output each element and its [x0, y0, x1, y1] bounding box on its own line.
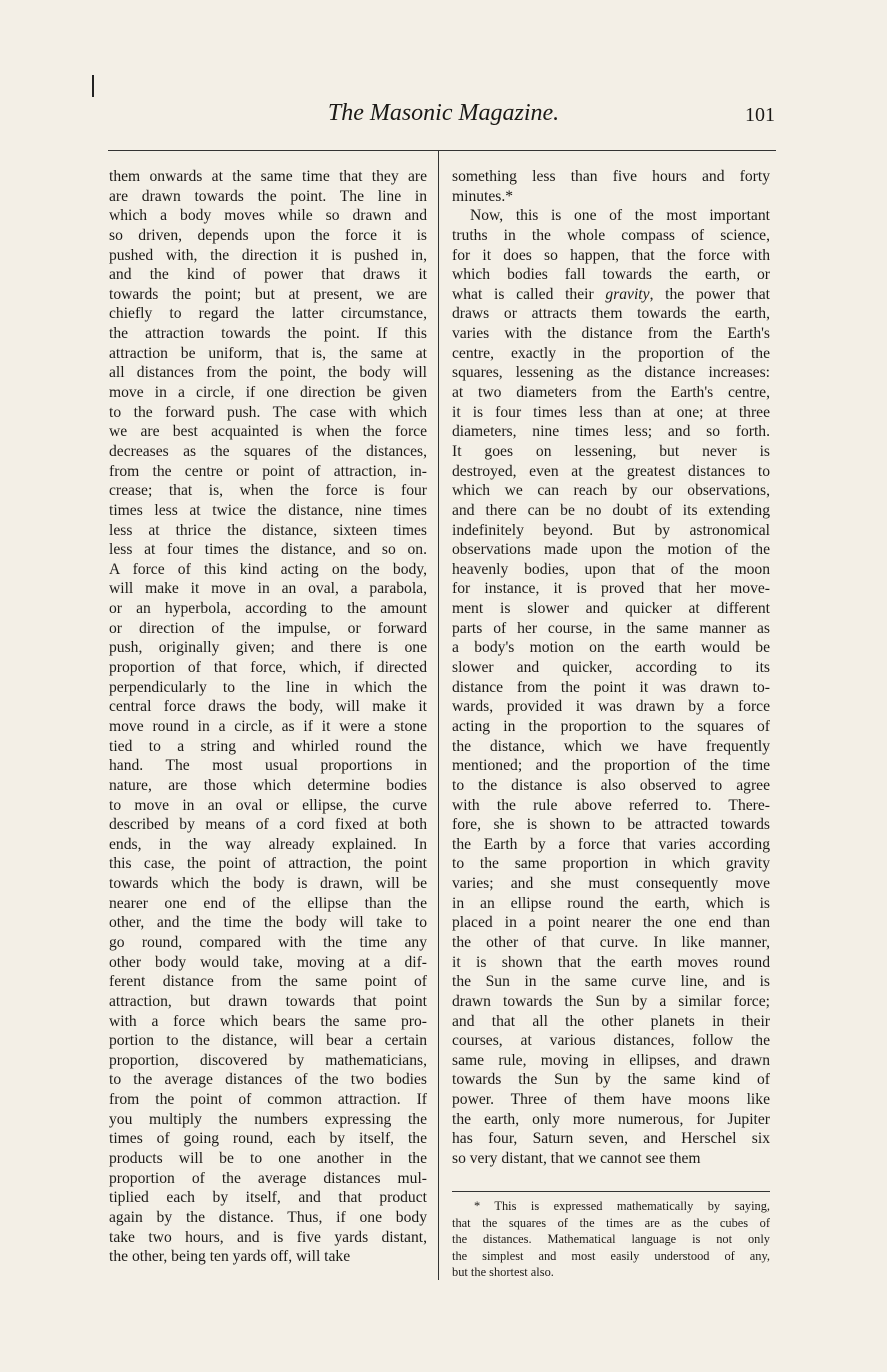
text-line: observations made upon the motion of the [452, 541, 770, 559]
text-line: has four, Saturn seven, and Herschel six [452, 1130, 770, 1148]
text-line: from the centre or point of attraction, in- [109, 462, 427, 480]
text-line: distance from the point it was drawn to- [452, 678, 770, 696]
text-line: destroyed, even at the greatest distances to [452, 462, 770, 480]
text-line: to move in an oval or ellipse, the curve [109, 796, 427, 814]
text-line: at two diameters from the Earth's centre, [452, 384, 770, 402]
footnote [452, 1198, 770, 1281]
text-line: towards the Sun by the same kind of [452, 1071, 770, 1089]
text-line: to the forward push. The case with which [109, 403, 427, 421]
text-line: something less than five hours and forty [452, 168, 770, 185]
text-line: the Sun in the same curve line, and is [452, 973, 770, 991]
text-line: diameters, nine times less; and so forth. [452, 423, 770, 441]
text-line: varies; and she must consequently move [452, 875, 770, 893]
text-line: Now, this is one of the most important [470, 207, 770, 225]
text-line: what is called their gravity, the power that [452, 285, 770, 303]
text-line: products will be to one another in the [109, 1150, 427, 1168]
text-line: power. Three of them have moons like [452, 1091, 770, 1109]
text-line: ferent distance from the same point of [109, 973, 427, 991]
text-line: or an hyperbola, according to the amount [109, 600, 427, 618]
text-line: nearer one end of the ellipse than the [109, 894, 427, 912]
text-line: the earth, only more numerous, for Jupiter [452, 1110, 770, 1128]
text-line: the distance, which we have frequently [452, 737, 770, 755]
text-line: them onwards at the same time that they are [109, 168, 427, 185]
text-line: courses, at various distances, follow the [452, 1032, 770, 1050]
text-line: move in a circle, if one direction be given [109, 384, 427, 402]
text-line: which bodies fall towards the earth, or [452, 266, 770, 284]
page-number: 101 [745, 104, 775, 126]
text-line: chiefly to regard the latter circumstance, [109, 305, 427, 323]
footnote-line: the distances. Mathematical language is not only [452, 1232, 770, 1246]
text-line: and there can be no doubt of its extending [452, 501, 770, 519]
column-divider [438, 150, 439, 1280]
text-line: varies with the distance from the Earth's [452, 325, 770, 343]
text-line: push, originally given; and there is one [109, 639, 427, 657]
text-line: the other of that curve. In like manner, [452, 933, 770, 951]
text-line: or direction of the impulse, or forward [109, 619, 427, 637]
text-line: indefinitely beyond. But by astronomical [452, 521, 770, 539]
footnote-line: the simplest and most easily understood of any, [452, 1248, 770, 1263]
text-line: the attraction towards the point. If this [109, 325, 427, 343]
text-line: proportion of that force, which, if directed [109, 659, 427, 677]
text-line: which a body moves while so drawn and [109, 207, 427, 225]
right-column [452, 167, 770, 1169]
text-line: decreases as the squares of the distances, [109, 442, 427, 460]
text-line: attraction be uniform, that is, the same at [109, 344, 427, 362]
text-line: other, and the time the body will take to [109, 914, 427, 932]
text-line: with the rule above referred to. There- [452, 796, 770, 814]
text-line: ment is slower and quicker at different [452, 600, 770, 618]
text-line: proportion of the average distances mul- [109, 1169, 427, 1187]
text-line: a body's motion on the earth would be [452, 639, 770, 657]
text-line: towards the point; but at present, we are [109, 285, 427, 303]
text-line: to the same proportion in which gravity [452, 855, 770, 873]
text-line: less at thrice the distance, sixteen times [109, 521, 427, 539]
text-line: with a force which bears the same pro- [109, 1012, 427, 1030]
text-line: you multiply the numbers expressing the [109, 1110, 427, 1128]
text-line: less at four times the distance, and so on. [109, 541, 427, 559]
margin-mark [92, 75, 94, 97]
header-rule [108, 150, 776, 151]
text-line: move round in a circle, as if it were a stone [109, 717, 427, 735]
text-line: to the average distances of the two bodies [109, 1071, 427, 1089]
text-line: minutes.* [452, 187, 514, 205]
text-line: from the point of common attraction. If [109, 1091, 427, 1109]
text-line: tied to a string and whirled round the [109, 737, 427, 755]
italic-term: gravity [605, 285, 650, 303]
text-line: ends, in the way already explained. In [109, 835, 427, 853]
footnote-rule [452, 1191, 770, 1192]
text-line: it is four times less than at one; at three [452, 403, 770, 421]
text-line: for instance, it is proved that her move- [452, 580, 770, 598]
text-line: for it does so happen, that the force with [452, 246, 770, 264]
text-line: same rule, moving in ellipses, and drawn [452, 1051, 770, 1069]
text-line: squares, lessening as the distance increases: [452, 364, 770, 382]
text-line: heavenly bodies, upon that of the moon [452, 560, 770, 578]
text-line: proportion, discovered by mathematicians, [109, 1051, 427, 1069]
text-line: this case, the point of attraction, the point [109, 855, 427, 873]
text-line: truths in the whole compass of science, [452, 226, 770, 244]
text-line: and that all the other planets in their [452, 1012, 770, 1030]
text-line: It goes on lessening, but never is [452, 442, 770, 460]
text-line: attraction, but drawn towards that point [109, 992, 427, 1010]
text-line: towards which the body is drawn, will be [109, 875, 427, 893]
text-line: the Earth by a force that varies according [452, 835, 770, 853]
text-line: it is shown that the earth moves round [452, 953, 770, 971]
text-line: nature, are those which determine bodies [109, 776, 427, 794]
text-line: slower and quicker, according to its [452, 659, 770, 677]
text-line: times of going round, each by itself, the [109, 1130, 427, 1148]
text-line: which we can reach by our observations, [452, 482, 770, 500]
text-line: placed in a point nearer the one end than [452, 914, 770, 932]
text-line: drawn towards the Sun by a similar force; [452, 992, 770, 1010]
text-line: mentioned; and the proportion of the time [452, 757, 770, 775]
text-line: go round, compared with the time any [109, 933, 427, 951]
text-line: and the kind of power that draws it [109, 266, 427, 284]
text-line: all distances from the point, the body will [109, 364, 427, 382]
text-line: perpendicularly to the line in which the [109, 678, 427, 696]
text-line: wards, provided it was drawn by a force [452, 698, 770, 716]
left-column [109, 167, 427, 1267]
footnote-line: that the squares of the times are as the cubes of [452, 1215, 770, 1230]
footnote-line: * This is expressed mathematically by saying, [474, 1199, 770, 1213]
text-line: central force draws the body, will make it [109, 698, 427, 716]
text-line: so very distant, that we cannot see them [452, 1150, 701, 1168]
text-line: pushed with, the direction it is pushed in, [109, 246, 427, 264]
text-line: other body would take, moving at a dif- [109, 953, 427, 971]
text-line: the other, being ten yards off, will take [109, 1248, 351, 1266]
text-line: A force of this kind acting on the body, [109, 560, 427, 578]
text-line: we are best acquainted is when the force [109, 423, 427, 441]
text-line: times less at twice the distance, nine times [109, 501, 427, 519]
text-line: acting in the proportion to the squares of [452, 717, 770, 735]
text-line: will make it move in an oval, a parabola, [109, 580, 427, 598]
text-line: portion to the distance, will bear a certain [109, 1032, 427, 1050]
text-line: draws or attracts them towards the earth, [452, 305, 770, 323]
text-line: are drawn towards the point. The line in [109, 187, 427, 205]
text-line: crease; that is, when the force is four [109, 482, 427, 500]
text-line: again by the distance. Thus, if one body [109, 1208, 427, 1226]
text-line: hand. The most usual proportions in [109, 757, 427, 775]
text-line: fore, she is shown to be attracted towards [452, 816, 770, 834]
running-head [0, 100, 887, 132]
text-line: to the distance is also observed to agree [452, 776, 770, 794]
text-line: tiplied each by itself, and that product [109, 1189, 427, 1207]
text-line: parts of her course, in the same manner as [452, 619, 770, 637]
text-line: described by means of a cord fixed at both [109, 816, 427, 834]
page-title: The Masonic Magazine. [327, 100, 560, 126]
text-line: so driven, depends upon the force it is [109, 226, 427, 244]
text-line: take two hours, and is five yards distant, [109, 1228, 427, 1246]
text-line: centre, exactly in the proportion of the [452, 344, 770, 362]
text-line: in an ellipse round the earth, which is [452, 894, 770, 912]
footnote-line: but the shortest also. [452, 1265, 554, 1279]
